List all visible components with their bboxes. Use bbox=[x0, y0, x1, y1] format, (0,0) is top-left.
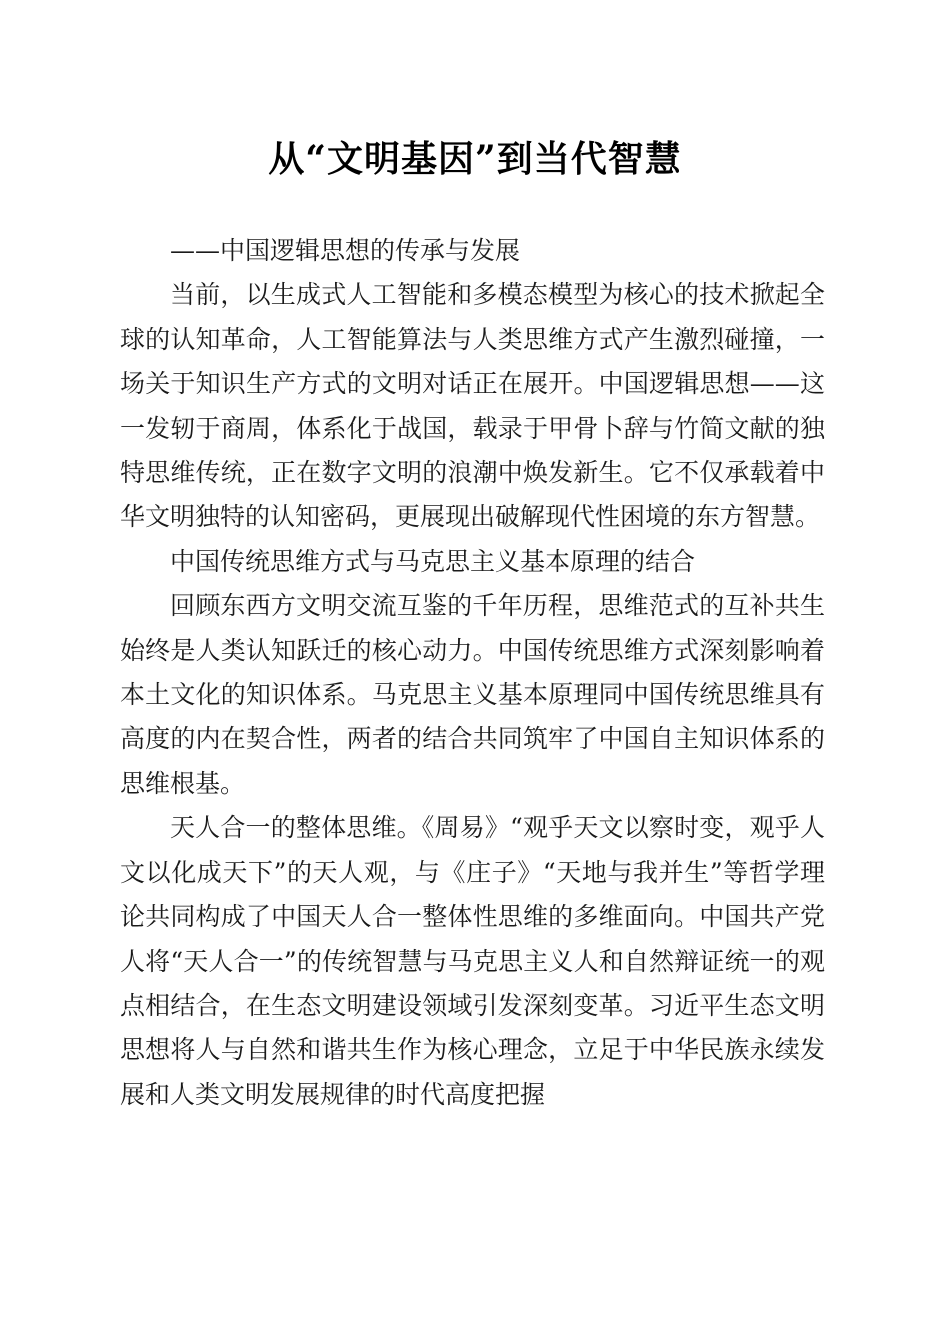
section-heading: 中国传统思维方式与马克思主义基本原理的结合 bbox=[170, 546, 696, 576]
paragraph-holistic-thinking: 天人合一的整体思维。《周易》“观乎天文以察时变，观乎人文以化成天下”的天人观，与《庄子》“天地与我并生”等哲学理论共同构成了中国天人合一整体性思维的多维面向。中国共产党人将“天人合一”的传统智慧与马克思主义人和自然辩证统一的观点相结合，在生态文明建设领域引发深刻变革。习近平生态文明思想将人与自然和谐共生作为核心理念，立足于中华民族永续发展和人类文明发展规律的时代高度把握 bbox=[120, 813, 825, 1109]
subtitle: ——中国逻辑思想的传承与发展 bbox=[170, 236, 521, 265]
page-title: 从“文明基因”到当代智慧 bbox=[268, 138, 682, 180]
document-body bbox=[120, 229, 825, 1117]
paragraph-history: 回顾东西方文明交流互鉴的千年历程，思维范式的互补共生始终是人类认知跃迁的核心动力。中国传统思维方式深刻影响着本土文化的知识体系。马克思主义基本原理同中国传统思维具有高度的内在契合性，两者的结合共同筑牢了中国自主知识体系的思维根基。 bbox=[120, 591, 825, 798]
paragraph-intro: 当前，以生成式人工智能和多模态模型为核心的技术掀起全球的认知革命，人工智能算法与人类思维方式产生激烈碰撞，一场关于知识生产方式的文明对话正在展开。中国逻辑思想——这一发轫于商周，体系化于战国，载录于甲骨卜辞与竹简文献的独特思维传统，正在数字文明的浪潮中焕发新生。它不仅承载着中华文明独特的认知密码，更展现出破解现代性困境的东方智慧。 bbox=[120, 280, 825, 532]
